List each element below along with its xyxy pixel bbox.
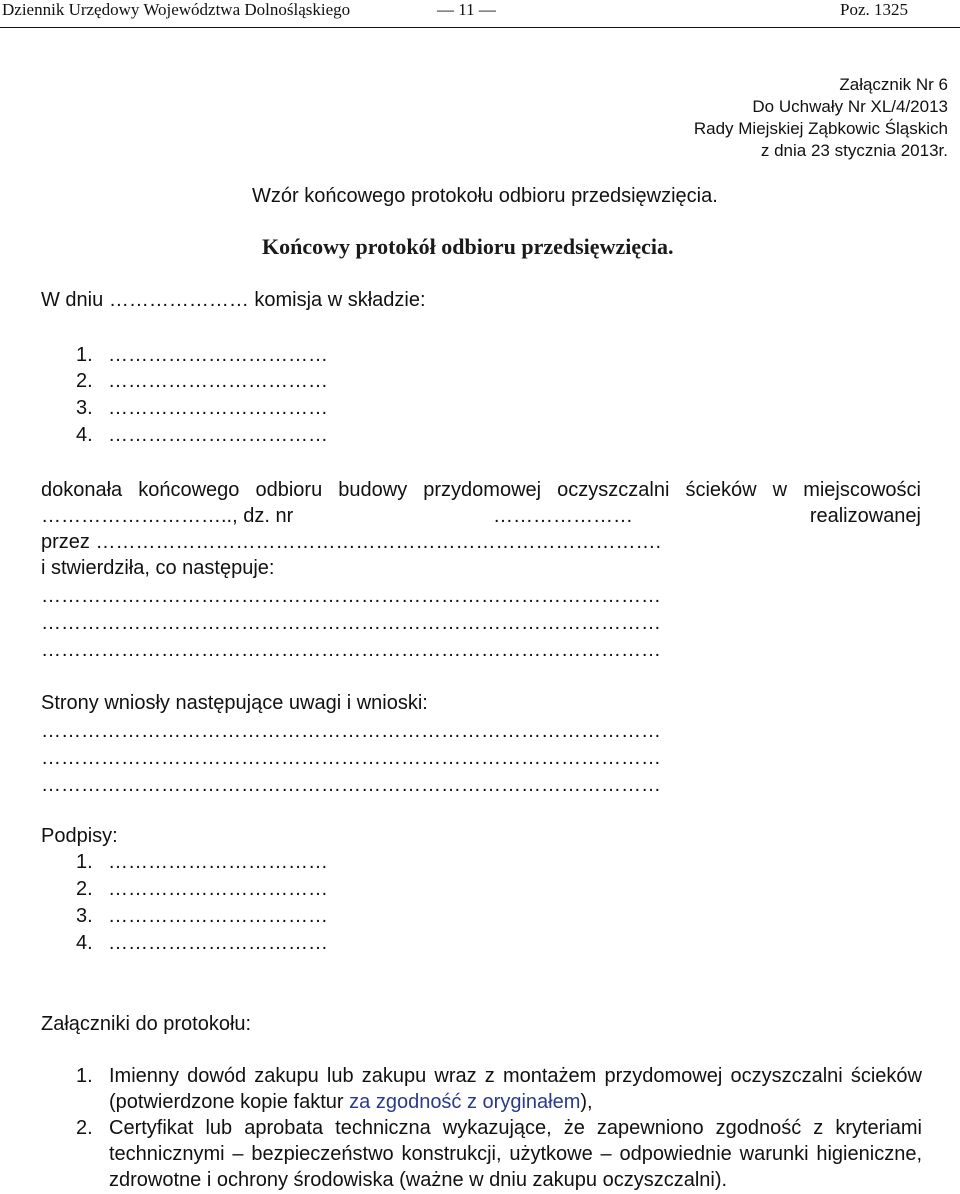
form-caption: Wzór końcowego protokołu odbioru przedsięwzięcia. (252, 185, 718, 207)
member-blank[interactable]: …………………………… (108, 370, 328, 392)
attachment-link-text: za zgodność z oryginałem (349, 1091, 581, 1113)
member-number: 4. (76, 424, 93, 446)
findings-blank[interactable]: ………………………………………………………………………………… (41, 639, 661, 661)
annex-line: Załącznik Nr 6 (839, 75, 948, 94)
contractor-line[interactable]: przez …………………………………………………………………………. (41, 531, 662, 553)
parcel-blank[interactable]: ………………… (493, 505, 633, 527)
page-number: — 11 — (437, 0, 496, 19)
annex-line: Do Uchwały Nr XL/4/2013 (752, 97, 948, 116)
signature-number: 2. (76, 878, 93, 900)
signature-blank[interactable]: …………………………… (108, 905, 328, 927)
date-prefix: W dniu (41, 289, 104, 311)
signature-number: 4. (76, 932, 93, 954)
findings-blank[interactable]: ………………………………………………………………………………… (41, 585, 661, 607)
attachments-list (76, 1063, 922, 1193)
document-title: Końcowy protokół odbioru przedsięwzięcia. (262, 234, 674, 259)
remarks-label: Strony wniosły następujące uwagi i wnioski: (41, 692, 428, 714)
member-blank[interactable]: …………………………… (108, 424, 328, 446)
remarks-blank[interactable]: ………………………………………………………………………………… (41, 747, 661, 769)
signature-number: 1. (76, 851, 93, 873)
attachment-number: 1. (76, 1065, 93, 1087)
date-suffix: komisja w składzie: (254, 289, 426, 311)
signatures-label: Podpisy: (41, 825, 118, 847)
attachments-label: Załączniki do protokołu: (41, 1013, 252, 1035)
member-number: 2. (76, 370, 93, 392)
member-blank[interactable]: …………………………… (108, 397, 328, 419)
member-blank[interactable]: …………………………… (108, 344, 328, 366)
signature-blank[interactable]: …………………………… (108, 851, 328, 873)
date-blank[interactable]: ………………… (108, 289, 249, 311)
attachment-text: Certyfikat lub aprobata techniczna wykazujące, że zapewniono zgodność z kryteriami technicznymi – bezpieczeństwo konstrukcji, użytkowe – odpowiednie warunki higieniczne, zdrowotne i ochrony środowiska (ważne w dniu zakupu oczyszczalni). (109, 1117, 922, 1191)
annex-line: Rady Miejskiej Ząbkowic Śląskich (693, 119, 948, 138)
signature-number: 3. (76, 905, 93, 927)
statement-line: dokonała końcowego odbioru budowy przydomowej oczyszczalni ścieków w miejscowości (41, 479, 921, 501)
attachment-text: Imienny dowód zakupu lub zakupu wraz z montażem przydomowej oczyszczalni ścieków (potwierdzone kopie faktur (109, 1065, 922, 1113)
annex-line: z dnia 23 stycznia 2013r. (760, 141, 948, 160)
remarks-blank[interactable]: ………………………………………………………………………………… (41, 774, 661, 796)
location-blank[interactable]: ……………………….., dz. nr (41, 505, 294, 527)
remarks-blank[interactable]: ………………………………………………………………………………… (41, 720, 661, 742)
annex-reference (0, 74, 948, 162)
findings-blank[interactable]: ………………………………………………………………………………… (41, 612, 661, 634)
attachment-number: 2. (76, 1117, 93, 1139)
header-divider (0, 27, 960, 28)
statement-line: i stwierdziła, co następuje: (41, 557, 275, 579)
attachment-text-end: ), (580, 1091, 593, 1113)
statement-word: realizowanej (809, 505, 921, 527)
signature-blank[interactable]: …………………………… (108, 932, 328, 954)
statement-line-2 (41, 503, 921, 529)
attachment-item (76, 1115, 922, 1193)
attachment-item (76, 1063, 922, 1115)
signature-blank[interactable]: …………………………… (108, 878, 328, 900)
position-number: Poz. 1325 (840, 0, 908, 19)
journal-title: Dziennik Urzędowy Województwa Dolnośląskiego (2, 0, 351, 19)
date-line (41, 287, 426, 313)
member-number: 1. (76, 344, 93, 366)
member-number: 3. (76, 397, 93, 419)
